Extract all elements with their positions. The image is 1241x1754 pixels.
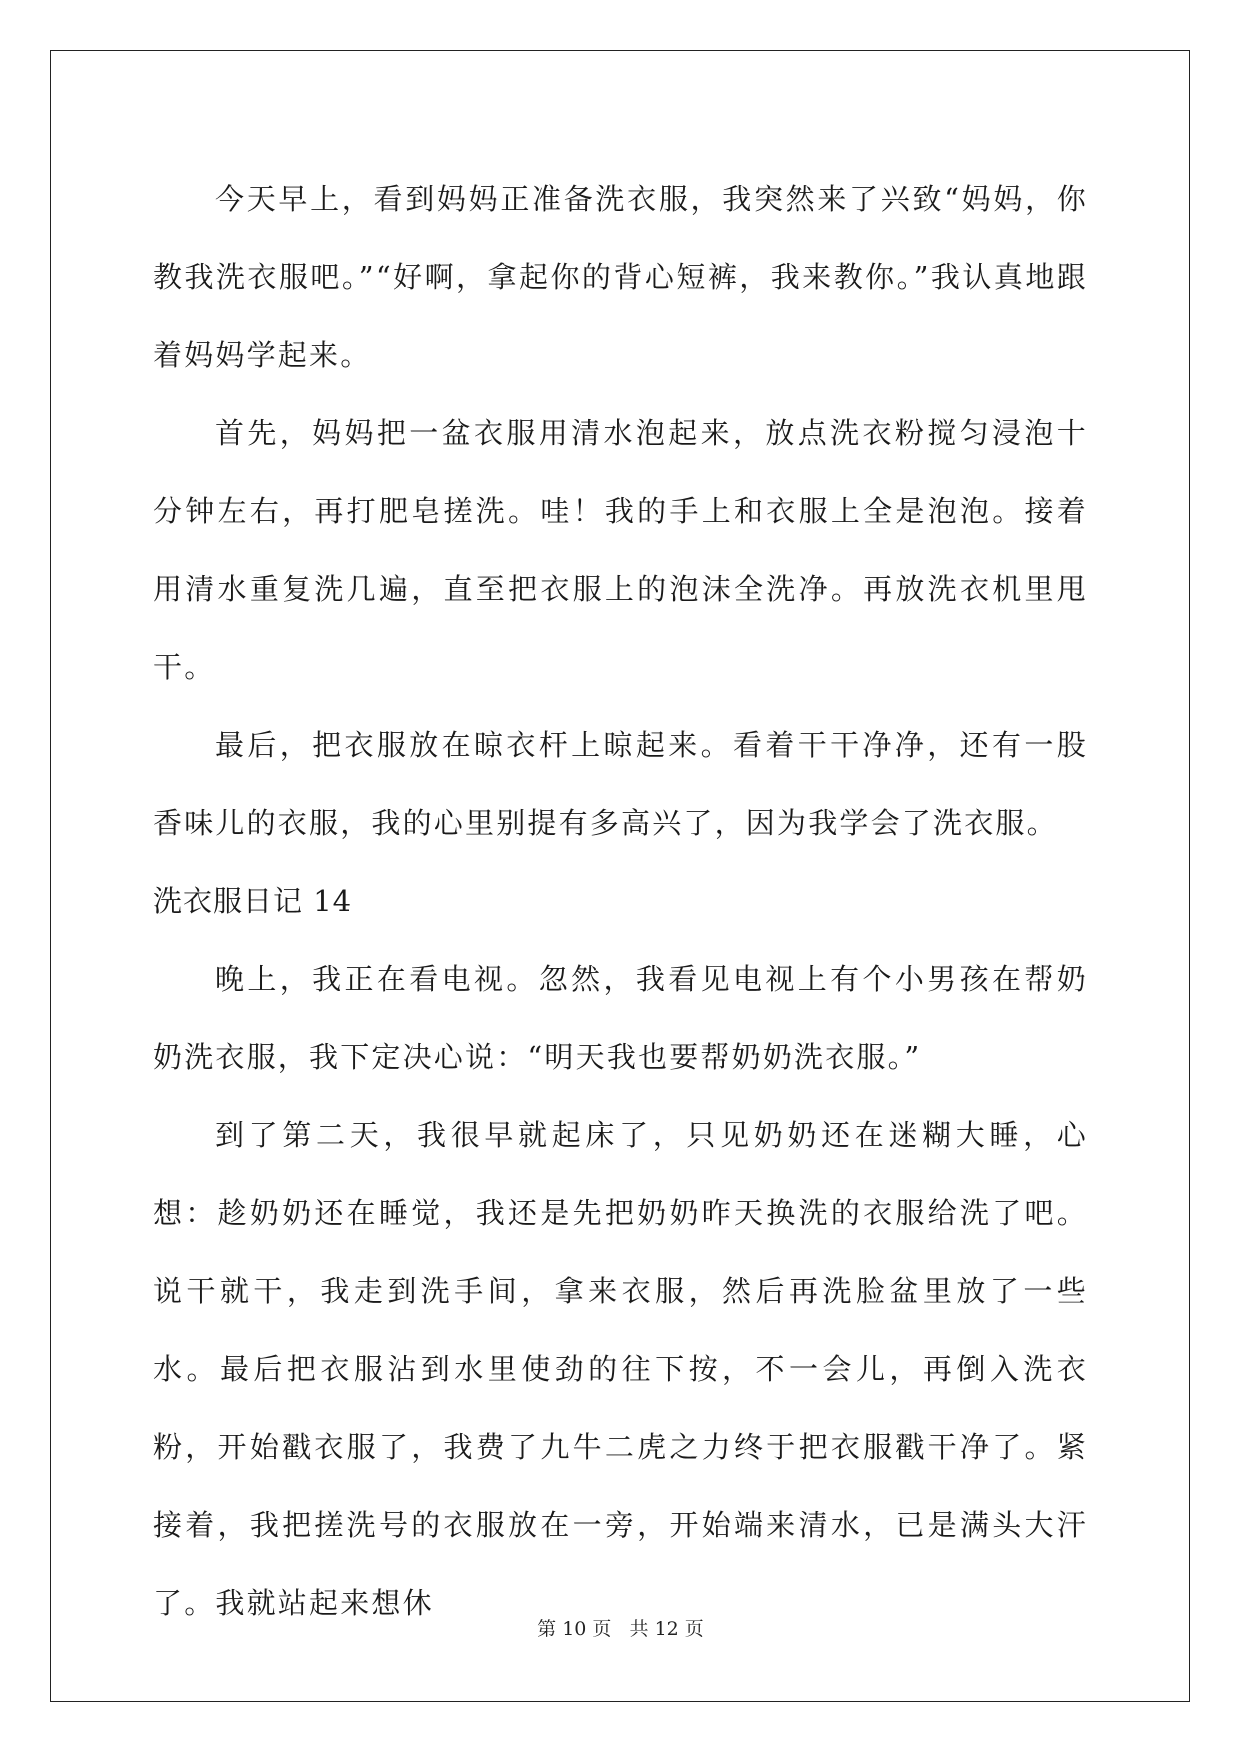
document-body [153,160,1088,1642]
page-footer [0,1614,1241,1641]
paragraph-3: 最后，把衣服放在晾衣杆上晾起来。看着干干净净，还有一股香味儿的衣服，我的心里别提有多高兴了，因为我学会了洗衣服。 [153,728,1088,840]
page-number: 第 10 页 共 12 页 [537,1618,704,1640]
section-paragraph-2: 到了第二天，我很早就起床了，只见奶奶还在迷糊大睡，心想：趁奶奶还在睡觉，我还是先把奶奶昨天换洗的衣服给洗了吧。说干就干，我走到洗手间，拿来衣服，然后再洗脸盆里放了一些水。最后把衣服沾到水里使劲的往下按，不一会儿，再倒入洗衣粉，开始戳衣服了，我费了九牛二虎之力终于把衣服戳干净了。紧接着，我把搓洗号的衣服放在一旁，开始端来清水，已是满头大汗了。我就站起来想休 [153,1118,1088,1620]
section-paragraph-1: 晚上，我正在看电视。忽然，我看见电视上有个小男孩在帮奶奶洗衣服，我下定决心说：“明天我也要帮奶奶洗衣服。” [153,962,1088,1074]
section-title: 洗衣服日记 14 [153,884,353,918]
paragraph-1: 今天早上，看到妈妈正准备洗衣服，我突然来了兴致“妈妈，你教我洗衣服吧。”“好啊，拿起你的背心短裤，我来教你。”我认真地跟着妈妈学起来。 [153,182,1088,372]
paragraph-2: 首先，妈妈把一盆衣服用清水泡起来，放点洗衣粉搅匀浸泡十分钟左右，再打肥皂搓洗。哇！我的手上和衣服上全是泡泡。接着用清水重复洗几遍，直至把衣服上的泡沫全洗净。再放洗衣机里甩干。 [153,416,1088,684]
